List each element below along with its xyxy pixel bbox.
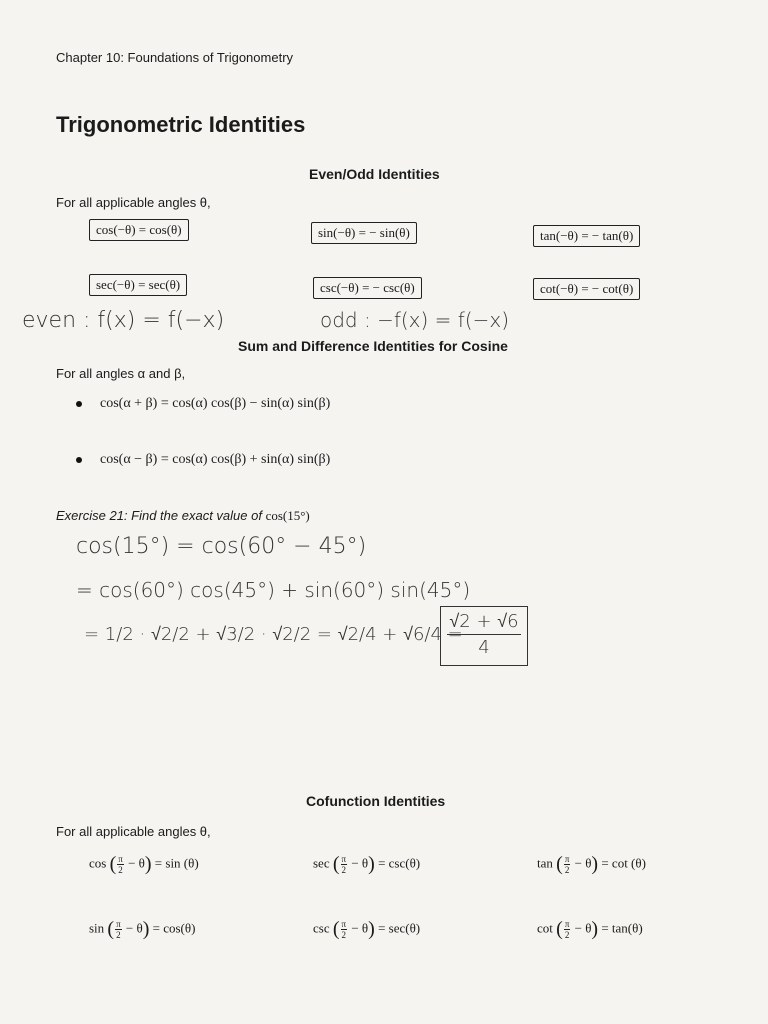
bullet-icon bbox=[76, 457, 82, 463]
identity-sec-even: sec(−θ) = sec(θ) bbox=[89, 274, 187, 296]
cofunction-rhs: = sec(θ) bbox=[378, 920, 421, 936]
answer-numerator: √2 + √6 bbox=[447, 611, 521, 635]
pi-numerator: π bbox=[564, 854, 570, 864]
cofunction-cot: cot ( $\frac{\pi}{2}$ − θ) = tan(θ) bbox=[537, 918, 643, 940]
cofunction-cos: cos ( $\frac{\pi}{2}$ − θ) = sin (θ) bbox=[89, 853, 199, 875]
identity-csc-odd: csc(−θ) = − csc(θ) bbox=[313, 277, 422, 299]
cofunction-fn: sin bbox=[89, 920, 105, 936]
cofunction-sin: sin ( $\frac{\pi}{2}$ − θ) = cos(θ) bbox=[89, 918, 196, 940]
handwritten-work-line-3: = 1/2 · √2/2 + √3/2 · √2/2 = √2/4 + √6/4 = bbox=[84, 624, 463, 645]
cofunction-fn: sec bbox=[313, 855, 330, 871]
cofunction-fn: tan bbox=[537, 855, 553, 871]
chapter-header: Chapter 10: Foundations of Trigonometry bbox=[56, 50, 294, 65]
handwritten-odd-note: odd : −f(x) = f(−x) bbox=[320, 308, 510, 332]
pi-numerator: π bbox=[564, 919, 570, 929]
cofunction-rhs: = sin (θ) bbox=[154, 855, 199, 871]
two-denominator: 2 bbox=[116, 930, 121, 940]
cofunction-tan: tan ( $\frac{\pi}{2}$ − θ) = cot (θ) bbox=[537, 853, 646, 875]
pi-numerator: π bbox=[341, 919, 347, 929]
handwritten-work-line-2: = cos(60°) cos(45°) + sin(60°) sin(45°) bbox=[76, 578, 471, 602]
sum-identity-text: cos(α + β) = cos(α) cos(β) − sin(α) sin(β) bbox=[100, 396, 331, 411]
two-denominator: 2 bbox=[341, 930, 347, 940]
cofunction-sec: sec ( $\frac{\pi}{2}$ − θ) = csc(θ) bbox=[313, 853, 421, 875]
sum-identity bbox=[76, 396, 330, 412]
identity-tan-odd: tan(−θ) = − tan(θ) bbox=[533, 225, 640, 247]
identity-cos-even: cos(−θ) = cos(θ) bbox=[89, 219, 189, 241]
sum-diff-intro: For all angles α and β, bbox=[56, 366, 186, 381]
exercise-expression: cos(15°) bbox=[265, 508, 310, 523]
two-denominator: 2 bbox=[564, 865, 570, 875]
identity-cot-odd: cot(−θ) = − cot(θ) bbox=[533, 278, 640, 300]
even-odd-heading: Even/Odd Identities bbox=[309, 166, 440, 182]
two-denominator: 2 bbox=[118, 865, 123, 875]
cofunction-intro: For all applicable angles θ, bbox=[56, 824, 211, 839]
page-title: Trigonometric Identities bbox=[56, 112, 306, 137]
cofunction-fn: cot bbox=[537, 920, 553, 936]
sum-diff-heading: Sum and Difference Identities for Cosine bbox=[238, 338, 508, 354]
handwritten-answer-box bbox=[440, 606, 528, 666]
even-odd-intro: For all applicable angles θ, bbox=[56, 195, 211, 210]
handwritten-even-note: even : f(x) = f(−x) bbox=[22, 308, 225, 333]
pi-numerator: π bbox=[118, 854, 123, 864]
exercise-prompt bbox=[56, 508, 310, 524]
handwritten-work-line-1: cos(15°) = cos(60° − 45°) bbox=[76, 534, 367, 559]
cofunction-csc: csc ( $\frac{\pi}{2}$ − θ) = sec(θ) bbox=[313, 918, 421, 940]
cofunction-fn: csc bbox=[313, 920, 330, 936]
pi-numerator: π bbox=[341, 854, 347, 864]
difference-identity-text: cos(α − β) = cos(α) cos(β) + sin(α) sin(β) bbox=[100, 452, 331, 467]
cofunction-rhs: = tan(θ) bbox=[601, 920, 643, 936]
cofunction-heading: Cofunction Identities bbox=[306, 793, 446, 809]
pi-numerator: π bbox=[116, 919, 121, 929]
cofunction-rhs: = cos(θ) bbox=[152, 920, 196, 936]
difference-identity bbox=[76, 452, 330, 468]
exercise-label: Exercise 21: Find the exact value of bbox=[56, 508, 266, 523]
identity-sin-odd: sin(−θ) = − sin(θ) bbox=[311, 222, 417, 244]
two-denominator: 2 bbox=[341, 865, 347, 875]
cofunction-rhs: = csc(θ) bbox=[378, 855, 421, 871]
cofunction-fn: cos bbox=[89, 855, 107, 871]
bullet-icon bbox=[76, 401, 82, 407]
cofunction-rhs: = cot (θ) bbox=[601, 855, 646, 871]
answer-denominator: 4 bbox=[478, 637, 490, 658]
two-denominator: 2 bbox=[564, 930, 570, 940]
